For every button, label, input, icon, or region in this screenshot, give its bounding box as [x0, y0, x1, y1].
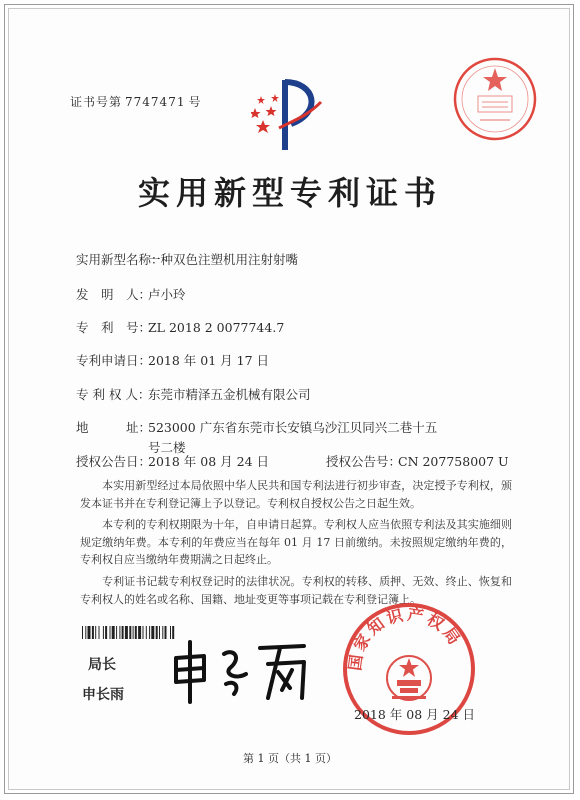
field-value: 2018 年 01 月 17 日 [148, 353, 269, 368]
field-label: 授权公告号： [326, 454, 402, 469]
issue-date: 2018 年 08 月 24 日 [354, 707, 475, 722]
certificate-number [70, 93, 201, 110]
field-label: 专利申请日： [76, 353, 152, 368]
field-patent-number [76, 318, 284, 336]
field-grant-number [326, 452, 509, 470]
page-number: 第 1 页（共 1 页） [243, 752, 337, 765]
certificate-title: 实用新型专利证书 [137, 174, 442, 212]
signature-title: 局长 [88, 657, 116, 673]
field-value: 东莞市精泽五金机械有限公司 [148, 387, 311, 402]
field-filing-date [76, 351, 269, 369]
field-value: ZL 2018 2 0077744.7 [148, 320, 285, 335]
field-value: 2018 年 08 月 24 日 [148, 454, 269, 469]
handwritten-signature-icon [164, 628, 319, 708]
notice-paragraph-3: 专利证书记载专利权登记时的法律状况。专利权的转移、质押、无效、终止、恢复和专利权人的姓名或名称、国籍、地址变更等事项记载在专利登记簿上。 [80, 575, 512, 606]
certificate-number-label: 证书号第 [70, 95, 123, 109]
field-label: 实用新型名称： [76, 252, 164, 267]
field-value: 卢小玲 [148, 287, 186, 302]
field-grant-date [76, 452, 269, 470]
certificate-number-value: 7747471 [125, 95, 186, 109]
field-label: 地 址： [76, 420, 152, 435]
field-value: CN 207758007 U [398, 454, 509, 469]
signature-name: 申长雨 [82, 687, 124, 703]
field-inventor [76, 285, 186, 303]
notice-paragraph-1: 本实用新型经过本局依照中华人民共和国专利法进行初步审查，决定授予专利权，颁发本证书并在专利登记簿上予以登记。专利权自授权公告之日起生效。 [80, 479, 512, 510]
agency-seal-icon [452, 56, 538, 142]
certificate-number-suffix: 号 [188, 95, 202, 109]
field-address-value: 523000 广东省东莞市长安镇乌沙江贝同兴二巷十五号二楼 [148, 420, 438, 455]
field-value: 一种双色注塑机用注射射嘴 [148, 252, 299, 267]
field-label: 专 利 号： [76, 320, 152, 335]
field-utility-model-name [76, 250, 298, 268]
field-patentee [76, 385, 311, 403]
seal-text: 国家知识产权局 [345, 604, 466, 672]
field-label: 授权公告日： [76, 454, 152, 469]
patent-office-logo-icon [251, 72, 327, 154]
notice-paragraph-2: 本专利的专利权期限为十年，自申请日起算。专利权人应当依照专利法及其实施细则规定缴纳年费。本专利的年费应当在每年 01 月 17 日前缴纳。未按照规定缴纳年费的，专利权自应当缴纳年费期满之日起终止。 [80, 518, 512, 566]
field-address [76, 418, 152, 436]
field-label: 专 利 权 人： [76, 387, 151, 402]
field-label: 发 明 人： [76, 287, 152, 302]
svg-text:国家知识产权局 [345, 605, 465, 672]
